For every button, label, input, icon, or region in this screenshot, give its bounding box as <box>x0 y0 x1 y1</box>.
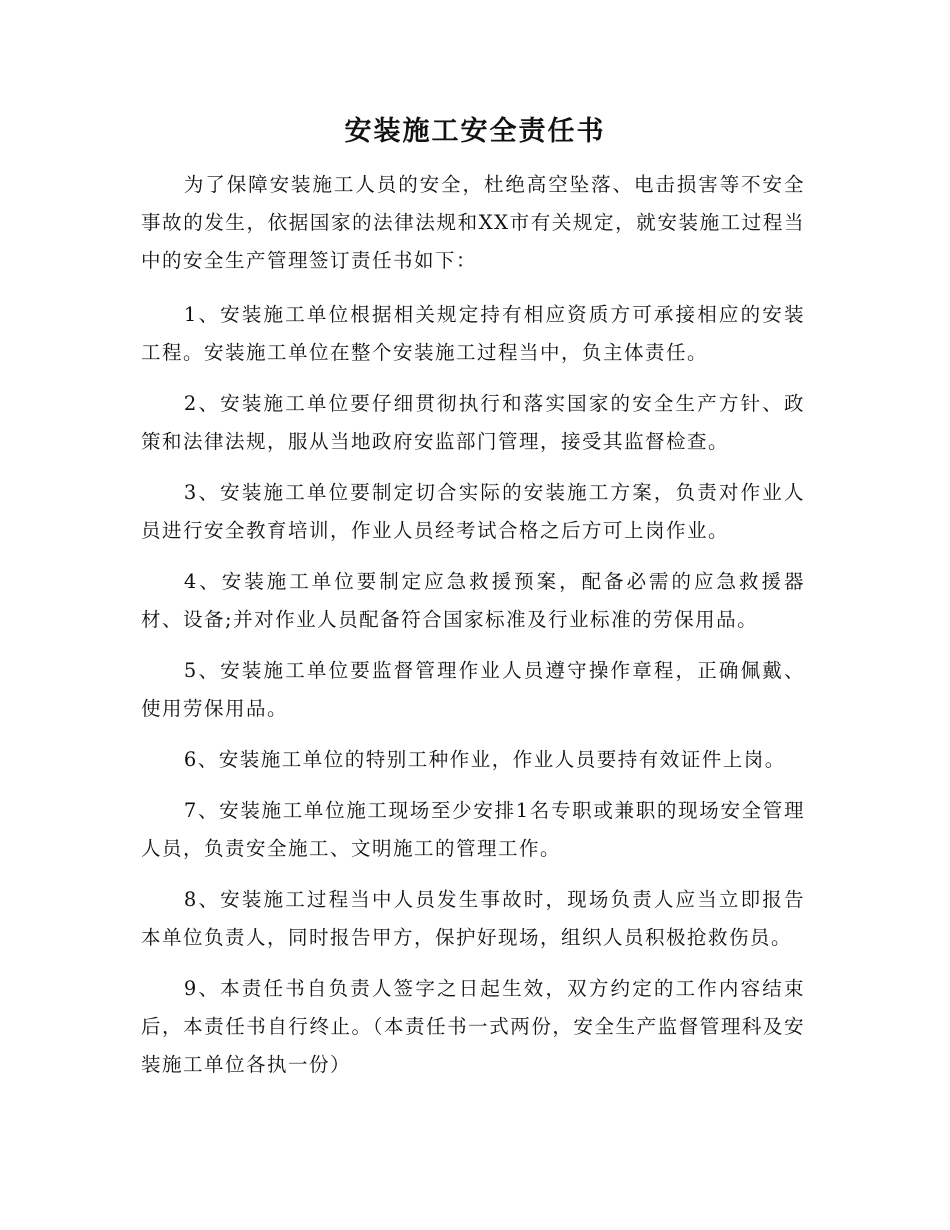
intro-paragraph: 为了保障安装施工人员的安全，杜绝高空坠落、电击损害等不安全事故的发生，依据国家的法律法规和XX市有关规定，就安装施工过程当中的安全生产管理签订责任书如下： <box>141 173 805 272</box>
clause-4: 4、安装施工单位要制定应急救援预案，配备必需的应急救援器材、设备;并对作业人员配备符合国家标准及行业标准的劳保用品。 <box>141 570 805 631</box>
clause-9: 9、本责任书自负责人签字之日起生效，双方约定的工作内容结束后，本责任书自行终止。（本责任书一式两份，安全生产监督管理科及安装施工单位各执一份） <box>141 977 805 1076</box>
clause-7: 7、安装施工单位施工现场至少安排1名专职或兼职的现场安全管理人员，负责安全施工、文明施工的管理工作。 <box>141 799 805 860</box>
clause-6: 6、安装施工单位的特别工种作业，作业人员要持有效证件上岗。 <box>183 748 786 771</box>
clause-3: 3、安装施工单位要制定切合实际的安装施工方案，负责对作业人员进行安全教育培训，作业人员经考试合格之后方可上岗作业。 <box>141 481 805 542</box>
document-body <box>141 166 805 1097</box>
clause-2: 2、安装施工单位要仔细贯彻执行和落实国家的安全生产方针、政策和法律法规，服从当地政府安监部门管理，接受其监督检查。 <box>141 392 805 453</box>
clause-1: 1、安装施工单位根据相关规定持有相应资质方可承接相应的安装工程。安装施工单位在整个安装施工过程当中，负主体责任。 <box>141 303 805 364</box>
document-title: 安装施工安全责任书 <box>344 116 606 147</box>
clause-8: 8、安装施工过程当中人员发生事故时，现场负责人应当立即报告本单位负责人，同时报告甲方，保护好现场，组织人员积极抢救伤员。 <box>141 888 805 949</box>
clause-5: 5、安装施工单位要监督管理作业人员遵守操作章程，正确佩戴、使用劳保用品。 <box>141 659 805 720</box>
